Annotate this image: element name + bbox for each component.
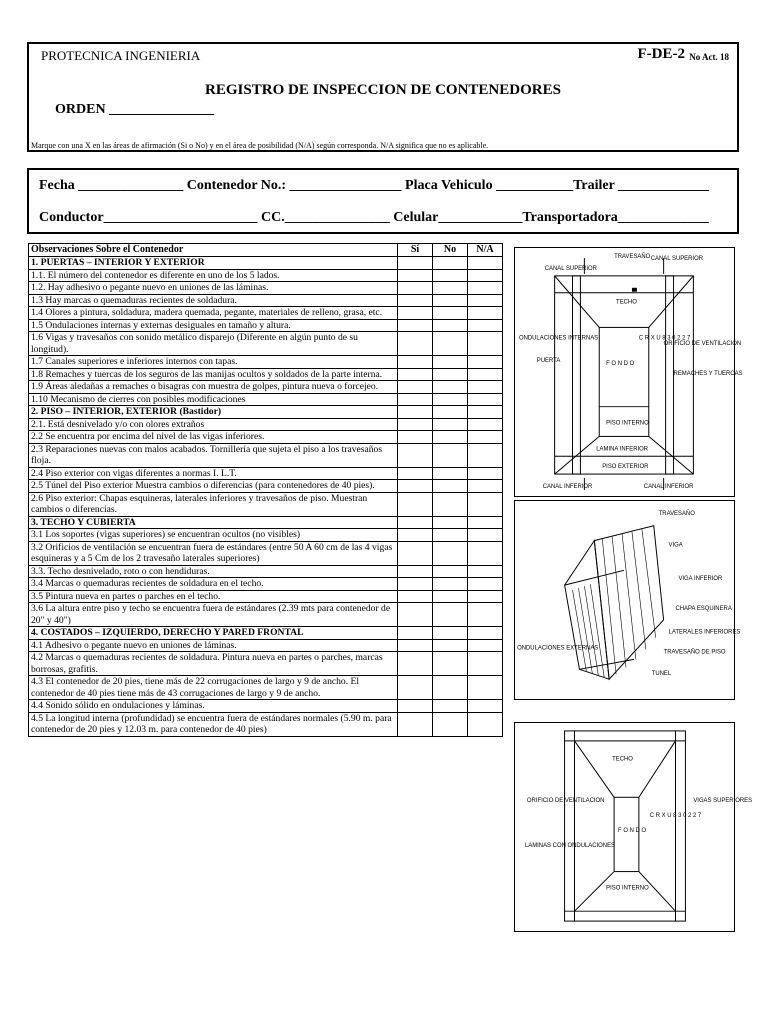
checkbox-si[interactable] [398,480,433,493]
checkbox-na[interactable] [468,282,503,295]
checkbox-no[interactable] [433,467,468,480]
checkbox-si[interactable] [398,541,433,565]
observation-text: 4.1 Adhesivo o pegante nuevo en uniones de láminas. [29,639,398,652]
table-row [29,590,503,603]
section-title: 3. TECHO Y CUBIERTA [29,516,398,529]
col-header-si: Sí [398,244,433,257]
checkbox-no[interactable] [433,639,468,652]
checkbox-si[interactable] [398,368,433,381]
checkbox-no[interactable] [433,529,468,542]
observation-text: 1.1. El número del contenedor es diferente en uno de los 5 lados. [29,269,398,282]
observation-text: 4.3 El contenedor de 20 pies, tiene más de 22 corrugaciones de largo y 9 de ancho. El contenedor de 40 pies tiene más de 43 corrugaciones de largo y 9 de ancho. [29,676,398,700]
checkbox-na[interactable] [468,467,503,480]
table-header-row [29,244,503,257]
checkbox-no[interactable] [433,516,468,529]
section-row [29,406,503,419]
fig1-label: F O N D O [606,361,635,368]
observation-text: 4.4 Sonido sólido en ondulaciones y láminas. [29,700,398,713]
checkbox-no[interactable] [433,541,468,565]
table-row [29,652,503,676]
checkbox-na[interactable] [468,406,503,419]
table-row [29,443,503,467]
table-row [29,541,503,565]
table-row [29,712,503,736]
fig2-label: LATERALES INFERIORES [668,629,741,636]
section-title: 4. COSTADOS – IZQUIERDO, DERECHO Y PARED FRONTAL [29,627,398,640]
checkbox-si[interactable] [398,603,433,627]
col-header-no: No [433,244,468,257]
fig1-label: CANAL SUPERIOR [650,256,704,263]
checkbox-na[interactable] [468,319,503,332]
checkbox-na[interactable] [468,307,503,320]
table-row [29,467,503,480]
checkbox-si[interactable] [398,257,433,270]
checkbox-no[interactable] [433,712,468,736]
table-row [29,356,503,369]
table-row [29,639,503,652]
checkbox-na[interactable] [468,529,503,542]
fig2-label: VIGA [668,542,683,549]
checkbox-na[interactable] [468,676,503,700]
fig1-label: CANAL INFERIOR [643,483,694,490]
checkbox-na[interactable] [468,257,503,270]
checkbox-no[interactable] [433,381,468,394]
table-row [29,529,503,542]
checkbox-no[interactable] [433,368,468,381]
checkbox-na[interactable] [468,480,503,493]
fig1-label: PUERTA [536,358,561,365]
checkbox-no[interactable] [433,700,468,713]
checkbox-no[interactable] [433,393,468,406]
observation-text: 3.6 La altura entre piso y techo se encuentra fuera de estándares (2.39 mts para contenedor de 20" y 40") [29,603,398,627]
checkbox-no[interactable] [433,406,468,419]
fig1-label: TECHO [616,299,637,306]
observation-text: 2.2 Se encuentra por encima del nivel de las vigas inferiores. [29,431,398,444]
checkbox-na[interactable] [468,603,503,627]
checkbox-si[interactable] [398,294,433,307]
observation-text: 1.10 Mecanismo de cierres con posibles modificaciones [29,393,398,406]
checkbox-si[interactable] [398,418,433,431]
checkbox-no[interactable] [433,590,468,603]
checkbox-si[interactable] [398,431,433,444]
observation-text: 1.2. Hay adhesivo o pegante nuevo en uniones de las láminas. [29,282,398,295]
checkbox-no[interactable] [433,480,468,493]
observation-text: 2.4 Piso exterior con vigas diferentes a normas I. L.T. [29,467,398,480]
checkbox-na[interactable] [468,443,503,467]
table-row [29,381,503,394]
fig3-label: VIGAS SUPERIORES [693,798,753,805]
table-row [29,676,503,700]
checkbox-si[interactable] [398,639,433,652]
checkbox-si[interactable] [398,652,433,676]
observation-text: 3.4 Marcas o quemaduras recientes de soldadura en el techo. [29,578,398,591]
table-row [29,492,503,516]
table-row [29,269,503,282]
checkbox-si[interactable] [398,467,433,480]
checkbox-no[interactable] [433,492,468,516]
checkbox-no[interactable] [433,627,468,640]
checkbox-si[interactable] [398,700,433,713]
checkbox-na[interactable] [468,368,503,381]
observation-text: 3.1 Los soportes (vigas superiores) se encuentran ocultos (no visibles) [29,529,398,542]
observation-text: 1.4 Olores a pintura, soldadura, madera quemada, pegante, materiales de relleno, grasa, etc. [29,307,398,320]
observation-text: 1.7 Canales superiores e inferiores internos con tapas. [29,356,398,369]
observations-table [28,243,503,737]
fig1-label: ONDULACIONES INTERNAS [518,335,599,342]
fig1-label: REMACHES Y TUERCAS [673,370,743,377]
fig1-label: TRAVESAÑO [614,254,651,261]
checkbox-si[interactable] [398,406,433,419]
table-row [29,700,503,713]
checkbox-si[interactable] [398,590,433,603]
checkbox-si[interactable] [398,443,433,467]
fig3-label: TECHO [612,756,633,763]
section-row [29,627,503,640]
fig1-label: CANAL SUPERIOR [544,265,597,272]
container-interior-diagram [514,247,743,497]
fig3-label: ORIFICIO DE VENTILACION [526,798,605,805]
fig1-label: PISO EXTERIOR [602,464,649,471]
orden-field[interactable]: ORDEN _______________ [55,102,215,117]
checkbox-si[interactable] [398,282,433,295]
col-header-na: N/A [468,244,503,257]
observation-text: 3.2 Orificios de ventilación se encuentran fuera de estándares (entre 50 A 60 cm de las 4 vigas esquineras y a 5 Cm de los 2 travesaño laterales superiores) [29,541,398,565]
info-box [27,168,739,234]
checkbox-no[interactable] [433,431,468,444]
section-row [29,516,503,529]
checkbox-na[interactable] [468,627,503,640]
checkbox-no[interactable] [433,578,468,591]
checkbox-na[interactable] [468,418,503,431]
table-row [29,282,503,295]
checkbox-na[interactable] [468,516,503,529]
form-code: F-DE-2 [637,46,685,62]
container-exterior-diagram [514,500,741,700]
observation-text: 4.5 La longitud interna (profundidad) se encuentra fuera de estándares normales (5.90 m. para contenedor de 20 pies y 12.03 m. para contenedor de 40 pies) [29,712,398,736]
table-row [29,603,503,627]
page-title: REGISTRO DE INSPECCION DE CONTENEDORES [205,82,561,98]
checkbox-si[interactable] [398,393,433,406]
observation-text: 2.5 Túnel del Piso exterior Muestra cambios o diferencias (para contenedores de 40 pies). [29,480,398,493]
checkbox-si[interactable] [398,712,433,736]
checkbox-na[interactable] [468,269,503,282]
fig3-label: C R X U 8 3 0 2 2 7 [649,813,702,820]
fig1-label: LAMINA INFERIOR [596,446,649,453]
observation-text: 1.6 Vigas y travesaños con sonido metálico disparejo (Diferente en algún punto de su longitud). [29,332,398,356]
checkbox-no[interactable] [433,676,468,700]
table-row [29,418,503,431]
checkbox-na[interactable] [468,332,503,356]
checkbox-no[interactable] [433,319,468,332]
observation-text: 1.3 Hay marcas o quemaduras recientes de soldadura. [29,294,398,307]
checkbox-no[interactable] [433,652,468,676]
act-number: No Act. 18 [689,52,729,62]
fig1-label: PISO INTERNO [606,420,649,427]
fig1-label: ORIFICIO DE VENTILACIÓN [663,341,742,348]
checkbox-si[interactable] [398,627,433,640]
checkbox-si[interactable] [398,269,433,282]
section-title: 2. PISO – INTERIOR, EXTERIOR (Bastidor) [29,406,398,419]
table-row [29,332,503,356]
checkbox-no[interactable] [433,443,468,467]
table-row [29,578,503,591]
table-row [29,393,503,406]
checkbox-no[interactable] [433,307,468,320]
checkbox-na[interactable] [468,541,503,565]
fig2-label: TRAVESAÑO DE PISO [663,649,726,656]
observation-text: 3.5 Pintura nueva en partes o parches en el techo. [29,590,398,603]
col-header-observaciones: Observaciones Sobre el Contenedor [29,244,398,257]
fig2-label: CHAPA ESQUINERA [675,605,732,612]
checkbox-na[interactable] [468,356,503,369]
observation-text: 4.2 Marcas o quemaduras recientes de soldadura. Pintura nueva en partes o parches, marcas borrosas, grafitis. [29,652,398,676]
checkbox-na[interactable] [468,565,503,578]
checkbox-na[interactable] [468,381,503,394]
fig1-label: C R X U 8 3 0 2 2 7 [638,335,691,342]
fig3-label: F O N D O [618,827,647,834]
fig2-label: TRAVESAÑO [658,510,695,517]
table-row [29,294,503,307]
observation-text: 1.5 Ondulaciones internas y externas desiguales en tamaño y altura. [29,319,398,332]
checkbox-no[interactable] [433,332,468,356]
checkbox-na[interactable] [468,652,503,676]
checkbox-si[interactable] [398,307,433,320]
info-row-1[interactable]: Fecha _______________ Contenedor No.: ________________ Placa Vehiculo ___________Trailer _____________ [39,178,710,193]
observation-text: 3.3. Techo desnivelado, roto o con hendiduras. [29,565,398,578]
fig3-label: PISO INTERNO [606,885,649,892]
info-row-2[interactable]: Conductor______________________ CC._______________ Celular____________Transportadora_____________ [39,210,709,225]
checkbox-na[interactable] [468,700,503,713]
checkbox-si[interactable] [398,492,433,516]
checkbox-si[interactable] [398,319,433,332]
checkbox-no[interactable] [433,603,468,627]
checkbox-si[interactable] [398,381,433,394]
checkbox-na[interactable] [468,590,503,603]
checkbox-na[interactable] [468,712,503,736]
checkbox-na[interactable] [468,639,503,652]
observation-text: 1.8 Remaches y tuercas de los seguros de las manijas ocultos y soldados de la parte interna. [29,368,398,381]
observation-text: 2.6 Piso exterior: Chapas esquineras, laterales inferiores y travesaños de piso. Muestran cambios o diferencias. [29,492,398,516]
checkbox-no[interactable] [433,565,468,578]
fig3-label: LAMINAS CON ONDULACIONES [524,842,616,849]
checkbox-si[interactable] [398,529,433,542]
checkbox-si[interactable] [398,332,433,356]
header-box [27,42,739,152]
checkbox-no[interactable] [433,294,468,307]
fig2-label: TUNEL [651,671,672,678]
checkbox-na[interactable] [468,294,503,307]
table-row [29,431,503,444]
section-title: 1. PUERTAS – INTERIOR Y EXTERIOR [29,257,398,270]
checkbox-no[interactable] [433,269,468,282]
checkbox-no[interactable] [433,356,468,369]
checkbox-si[interactable] [398,676,433,700]
section-row [29,257,503,270]
observation-text: 2.1. Está desnivelado y/o con olores extraños [29,418,398,431]
observation-text: 1.9 Áreas aledañas a remaches o bisagras con muestra de golpes, pintura nueva o forcejeo. [29,381,398,394]
checkbox-no[interactable] [433,282,468,295]
checkbox-si[interactable] [398,356,433,369]
instructions: Marque con una X en las áreas de afirmación (Si o No) y en el área de posibilidad (N/A) según corresponda. N/A significa que no es aplicable. [31,141,489,150]
observation-text: 2.3 Reparaciones nuevas con malos acabados. Tornillería que sujeta el piso a los travesaños floja. [29,443,398,467]
table-row [29,565,503,578]
checkbox-no[interactable] [433,257,468,270]
checkbox-na[interactable] [468,393,503,406]
checkbox-si[interactable] [398,565,433,578]
checkbox-na[interactable] [468,431,503,444]
fig2-label: VIGA INFERIOR [678,576,723,583]
company-name: PROTECNICA INGENIERIA [41,48,201,63]
checkbox-si[interactable] [398,516,433,529]
table-row [29,368,503,381]
fig2-label: ONDULACIONES EXTERNAS [517,645,599,652]
container-perspective-diagram [514,722,753,932]
table-row [29,307,503,320]
table-row [29,319,503,332]
fig1-label: CANAL INFERIOR [542,483,593,490]
checkbox-na[interactable] [468,578,503,591]
checkbox-na[interactable] [468,492,503,516]
checkbox-si[interactable] [398,578,433,591]
checkbox-no[interactable] [433,418,468,431]
table-row [29,480,503,493]
